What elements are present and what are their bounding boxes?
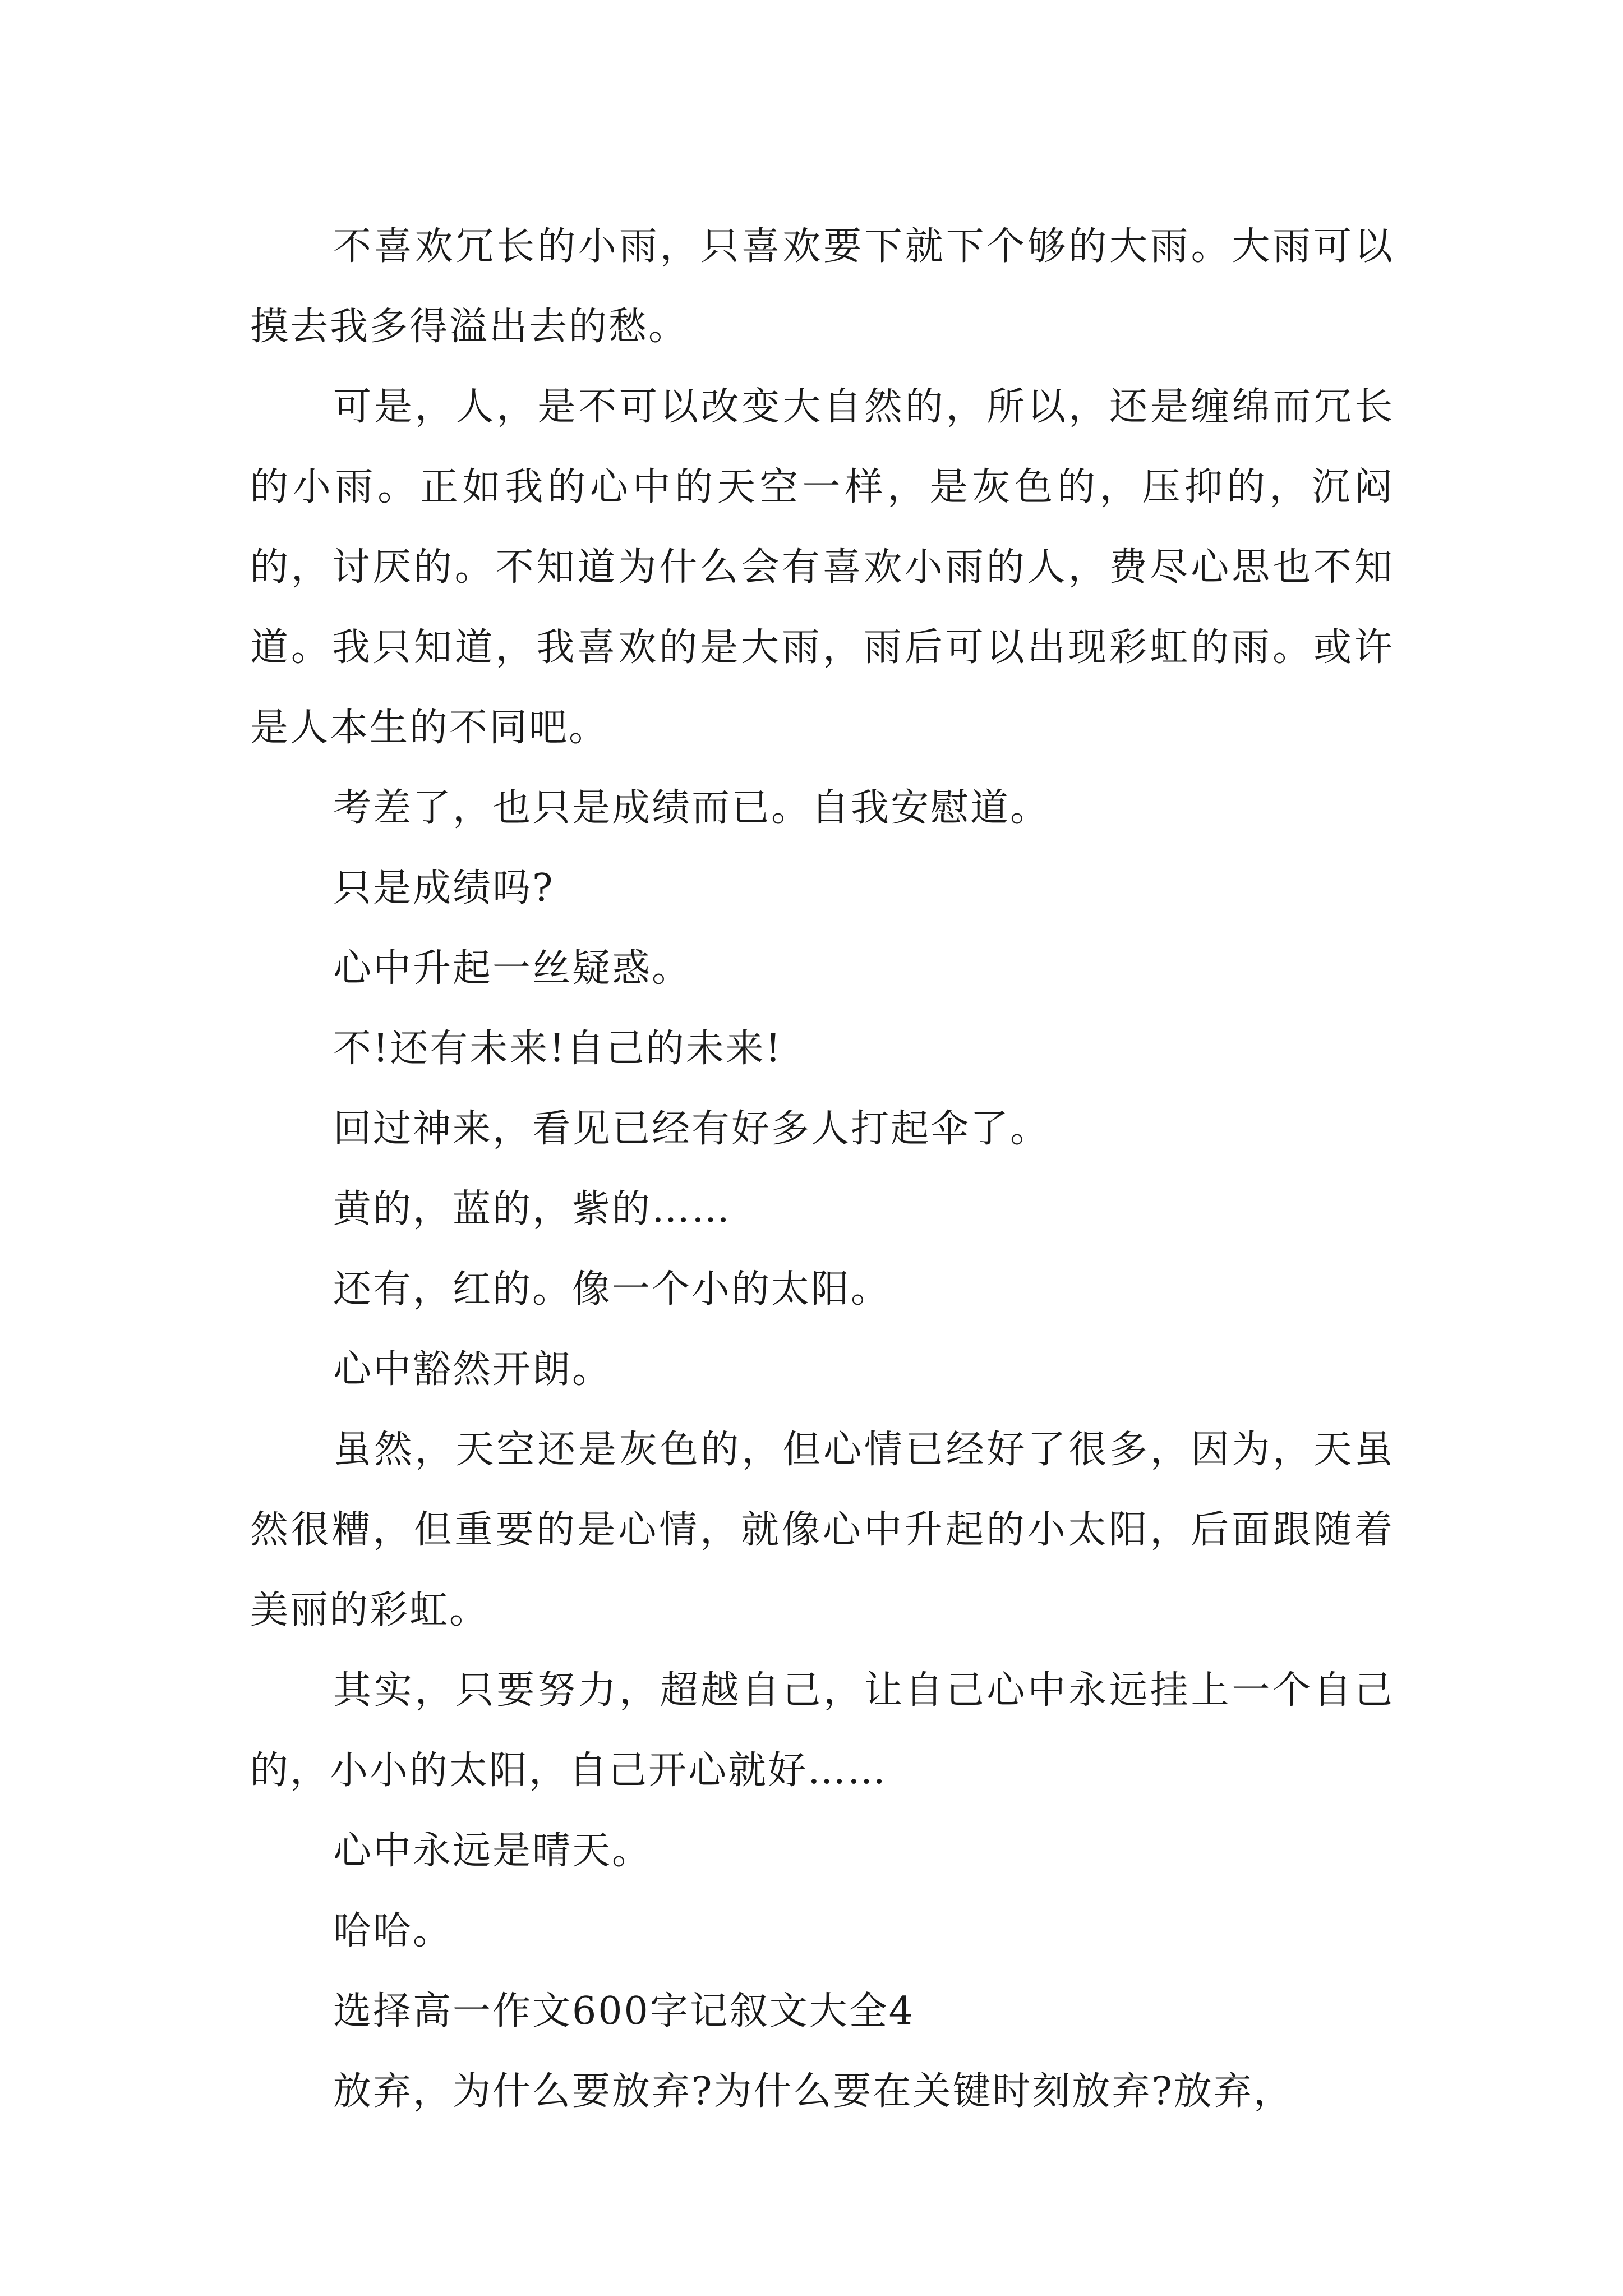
paragraph: 心中豁然开朗。 xyxy=(333,1347,612,1392)
paragraph: 考差了，也只是成绩而已。自我安慰道。 xyxy=(333,786,1050,830)
paragraph: 不喜欢冗长的小雨，只喜欢要下就下个够的大雨。大雨可以摸去我多得溢出去的愁。 xyxy=(250,224,1394,349)
paragraph: 只是成绩吗? xyxy=(333,866,555,910)
paragraph: 心中升起一丝疑惑。 xyxy=(333,946,692,991)
paragraph: 哈哈。 xyxy=(333,1909,453,1953)
paragraph: 虽然，天空还是灰色的，但心情已经好了很多，因为，天虽然很糟，但重要的是心情，就像心中升起的小太阳，后面跟随着美丽的彩虹。 xyxy=(250,1428,1394,1632)
paragraph: 放弃，为什么要放弃?为什么要在关键时刻放弃?放弃， xyxy=(333,2069,1293,2114)
paragraph: 还有，红的。像一个小的太阳。 xyxy=(333,1267,891,1312)
document-body xyxy=(250,206,1394,2132)
paragraph: 其实，只要努力，超越自己，让自己心中永远挂上一个自己的，小小的太阳，自己开心就好…… xyxy=(250,1668,1394,1793)
paragraph: 心中永远是晴天。 xyxy=(333,1829,652,1873)
section-heading: 选择高一作文600字记叙文大全4 xyxy=(333,1989,915,2033)
paragraph: 不!还有未来!自己的未来! xyxy=(333,1027,782,1071)
paragraph: 回过神来，看见已经有好多人打起伞了。 xyxy=(333,1107,1050,1151)
paragraph: 黄的，蓝的，紫的…… xyxy=(333,1187,732,1231)
paragraph: 可是，人，是不可以改变大自然的，所以，还是缠绵而冗长的小雨。正如我的心中的天空一样，是灰色的，压抑的，沉闷的，讨厌的。不知道为什么会有喜欢小雨的人，费尽心思也不知道。我只知道，我喜欢的是大雨，雨后可以出现彩虹的雨。或许是人本生的不同吧。 xyxy=(250,385,1394,750)
